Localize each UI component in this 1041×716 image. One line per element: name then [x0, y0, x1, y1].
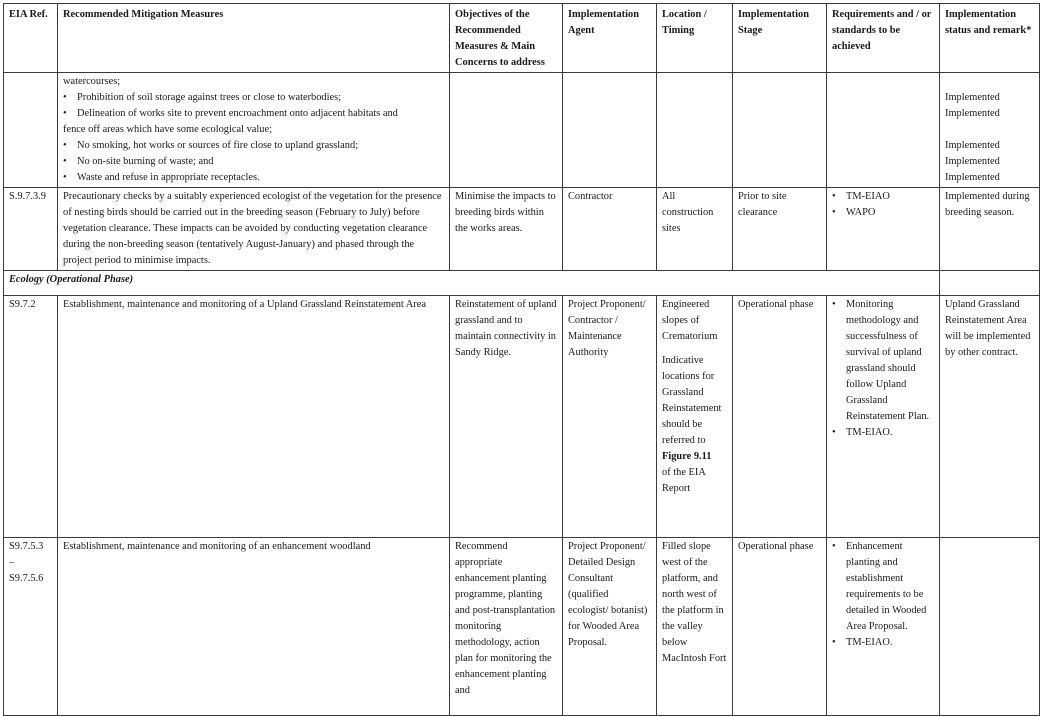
cell-objectives: Minimise the impacts to breeding birds within the works areas. — [450, 188, 563, 271]
cell-measures: Establishment, maintenance and monitoring of a Upland Grassland Reinstatement Area — [58, 296, 450, 538]
cell-ref: S9.7.2 — [4, 296, 58, 538]
ref-text: S9.7.5.3 — [9, 541, 44, 552]
header-measures: Recommended Mitigation Measures — [58, 4, 450, 73]
cell-agent: Project Proponent/ Contractor / Maintenance Authority — [563, 296, 657, 538]
status-text: Implemented — [945, 172, 1000, 183]
cell-requirements — [827, 73, 940, 188]
cell-stage: Operational phase — [733, 538, 827, 716]
cell-ref — [4, 73, 58, 188]
measure-bullet: • No on-site burning of waste; and — [63, 156, 214, 167]
measure-bullet: • No smoking, hot works or sources of fire close to upland grassland; — [63, 140, 359, 151]
status-text: Implemented — [945, 92, 1000, 103]
header-stage: Implementation Stage — [733, 4, 827, 73]
cell-ref — [4, 538, 58, 716]
cell-status: Implemented during breeding season. — [940, 188, 1040, 271]
cell-objectives — [450, 73, 563, 188]
header-requirements: Requirements and / or standards to be achieved — [827, 4, 940, 73]
cell-requirements — [827, 296, 940, 538]
location-text: of the EIA Report — [662, 467, 706, 494]
measure-bullet: • Prohibition of soil storage against trees or close to waterbodies; — [63, 92, 342, 103]
table-header-row — [4, 4, 1040, 73]
table-row — [4, 188, 1040, 271]
header-status: Implementation status and remark* — [940, 4, 1040, 73]
requirement-item: • Monitoring methodology and successfulness of survival of upland grassland should follow Upland Grassland Reinstatement Plan. — [832, 299, 930, 422]
measure-bullet: • Delineation of works site to prevent encroachment onto adjacent habitats and — [63, 108, 398, 119]
header-location: Location / Timing — [657, 4, 733, 73]
cell-status — [940, 538, 1040, 716]
status-text: Implemented — [945, 108, 1000, 119]
cell-agent — [563, 73, 657, 188]
cell-measures — [58, 73, 450, 188]
cell-requirements — [827, 188, 940, 271]
cell-location: Filled slope west of the platform, and north west of the platform in the valley below MacIntosh Fort — [657, 538, 733, 716]
cell-stage: Prior to site clearance — [733, 188, 827, 271]
table-row — [4, 538, 1040, 716]
cell-objectives: Reinstatement of upland grassland and to maintain connectivity in Sandy Ridge. — [450, 296, 563, 538]
cell-measures: Establishment, maintenance and monitoring of an enhancement woodland — [58, 538, 450, 716]
measure-continuation-text: fence off areas which have some ecological value; — [63, 124, 272, 135]
requirement-item: • TM-EIAO. — [832, 637, 893, 648]
cell-stage: Operational phase — [733, 296, 827, 538]
cell-status — [940, 73, 1040, 188]
header-objectives: Objectives of the Recommended Measures & Main Concerns to address — [450, 4, 563, 73]
cell-agent: Contractor — [563, 188, 657, 271]
cell-measures: Precautionary checks by a suitably experienced ecologist of the vegetation for the presence of nesting birds should be carried out in the breeding season (February to July) before vegetation clearance. These impacts can be avoided by conducting vegetation clearance during the non-breeding season (tentatively August-January) and phased through the project period to minimise impacts. — [58, 188, 450, 271]
cell-agent: Project Proponent/ Detailed Design Consultant (qualified ecologist/ botanist) for Wooded Area Proposal. — [563, 538, 657, 716]
cell-ref: S.9.7.3.9 — [4, 188, 58, 271]
cell-location: All construction sites — [657, 188, 733, 271]
measure-lead-text: watercourses; — [63, 76, 121, 87]
cell-status: Upland Grassland Reinstatement Area will be implemented by other contract. — [940, 296, 1040, 538]
document-page — [3, 3, 1039, 716]
location-text: Engineered slopes of Crematorium — [662, 299, 718, 342]
requirement-item: • Enhancement planting and establishment requirements to be detailed in Wooded Area Proposal. — [832, 541, 927, 632]
table-row — [4, 296, 1040, 538]
cell-stage — [733, 73, 827, 188]
requirement-item: • TM-EIAO. — [832, 427, 893, 438]
requirement-item: • WAPO — [832, 207, 876, 218]
status-text: Implemented — [945, 140, 1000, 151]
measure-bullet: • Waste and refuse in appropriate receptacles. — [63, 172, 260, 183]
status-text: Implemented — [945, 156, 1000, 167]
section-title: Ecology (Operational Phase) — [4, 271, 940, 296]
header-eia-ref: EIA Ref. — [4, 4, 58, 73]
ref-text: S9.7.5.6 — [9, 573, 44, 584]
header-agent: Implementation Agent — [563, 4, 657, 73]
cell-objectives: Recommend appropriate enhancement planting programme, planting and post-transplantation monitoring methodology, action plan for monitoring the enhancement planting and — [450, 538, 563, 716]
section-title-row — [4, 271, 1040, 296]
ref-dash: – — [9, 557, 15, 568]
cell-location — [657, 73, 733, 188]
mitigation-measures-table — [3, 3, 1040, 716]
location-text: Indicative locations for Grassland Reinstatement should be referred to Figure 9.11 — [662, 355, 722, 462]
table-row — [4, 73, 1040, 188]
cell-location — [657, 296, 733, 538]
requirement-item: • TM-EIAO — [832, 191, 890, 202]
cell-requirements — [827, 538, 940, 716]
figure-reference: Figure 9.11 — [662, 451, 712, 462]
cell-status — [940, 271, 1040, 296]
